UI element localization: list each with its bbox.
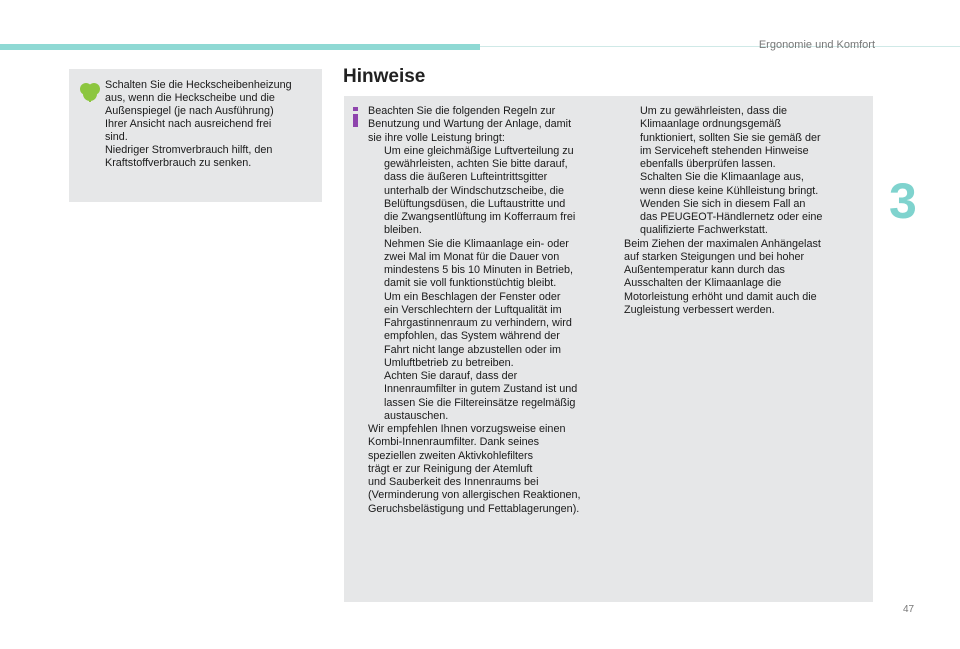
eco-leaf-icon	[79, 81, 101, 108]
list-item: Um zu gewährleisten, dass die Klimaanlage ordnungsgemäß funktioniert, sollten Sie sie gemäß der im Serviceheft stehenden Hinweise ebenfalls überprüfen lassen.	[640, 105, 821, 170]
notes-intro: Beachten Sie die folgenden Regeln zur Benutzung und Wartung der Anlage, damit sie ihre volle Leistung bringt:	[368, 105, 572, 144]
notes-outro: Wir empfehlen Ihnen vorzugsweise einen Kombi-Innenraumfilter. Dank seines speziellen zweiten Aktivkohlefilters trägt er zur Reinigung der Atemluft und Sauberkeit des Innenraums bei (Verminderung von allergischen Reaktionen, Geruchsbelästigung und Fettablagerungen).	[368, 423, 581, 515]
section-heading: Hinweise	[343, 66, 426, 87]
running-title: Ergonomie und Komfort	[758, 39, 875, 51]
notes-outro-right: Beim Ziehen der maximalen Anhängelast auf starken Steigungen und bei hoher Außentemperatur kann durch das Ausschalten der Klimaanlage die Motorleistung erhöht und damit auch die Zugleistung verbessert werden.	[624, 237, 821, 316]
header-rule	[480, 46, 960, 47]
notes-column-right	[624, 105, 860, 317]
eco-tip-box	[69, 69, 322, 202]
header-accent-bar	[0, 44, 480, 50]
list-item: Nehmen Sie die Klimaanlage ein- oder zwei Mal im Monat für die Dauer von mindestens 5 bis 10 Minuten in Betrieb, damit sie voll funktionstüchtig bleibt.	[384, 237, 574, 290]
notes-box	[344, 96, 873, 602]
list-item: Um eine gleichmäßige Luftverteilung zu gewährleisten, achten Sie bitte darauf, dass die äußeren Lufteintrittsgitter unterhalb der Windschutzscheibe, die Belüftungsdüsen, die Luftaustritte und die Zwangsentlüftung im Kofferraum frei bleiben.	[384, 144, 576, 237]
chapter-number: 3	[889, 173, 917, 229]
list-item: Schalten Sie die Klimaanlage aus, wenn diese keine Kühlleistung bringt. Wenden Sie sich in diesem Fall an das PEUGEOT-Händlernetz oder eine qualifizierte Fachwerkstatt.	[640, 171, 823, 237]
page-number: 47	[903, 604, 915, 615]
list-item: Um ein Beschlagen der Fenster oder ein Verschlechtern der Luftqualität im Fahrgastinnenraum zu verhindern, wird empfohlen, das System während der Fahrt nicht lange abzustellen oder im Umluftbetrieb zu betreiben.	[384, 290, 572, 369]
notes-column-left	[368, 105, 608, 516]
list-item: Achten Sie darauf, dass der Innenraumfilter in gutem Zustand ist und lassen Sie die Filtereinsätze regelmäßig austauschen.	[384, 370, 578, 422]
info-icon	[351, 106, 361, 133]
eco-tip-text: Schalten Sie die Heckscheibenheizung aus, wenn die Heckscheibe und die Außenspiegel (je nach Ausführung) Ihrer Ansicht nach ausreichend frei sind. Niedriger Stromverbrauch hilft, den Kraftstoffverbrauch zu senken.	[105, 79, 292, 169]
